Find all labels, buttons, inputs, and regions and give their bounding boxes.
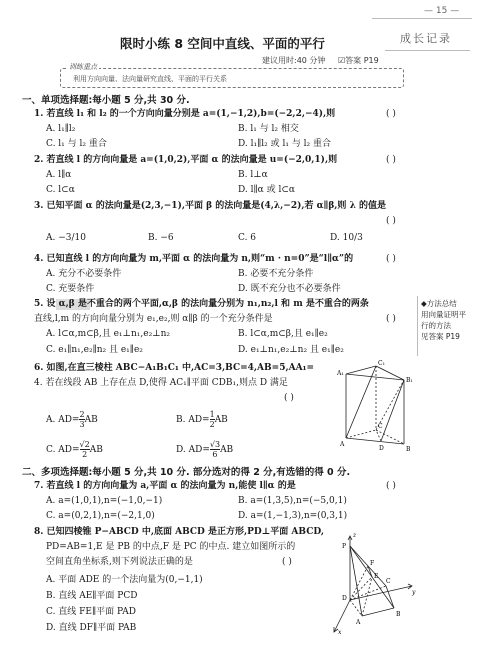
q8-label-b: B (396, 611, 401, 618)
q6-label-d: D (379, 445, 384, 452)
q1-option-d: D. l₁∥l₂ 或 l₁ 与 l₂ 重合 (238, 139, 332, 149)
q5-answer-paren: ( ) (386, 314, 396, 324)
q8-answer-paren: ( ) (282, 557, 292, 567)
q5-option-a: A. l⊂α,m⊂β,且 e₁⊥n₁,e₂⊥n₂ (46, 329, 171, 339)
q8-label-z: z (353, 532, 357, 539)
q3-option-c: C. 6 (238, 233, 257, 243)
sidenote-line-2: 用向量证明平 (421, 310, 466, 319)
training-focus-label: 训练重点 (69, 63, 97, 71)
q6-label-b: B (406, 446, 411, 453)
q8-label-x: x (338, 629, 342, 636)
suggested-time: 建议用时:40 分钟 (262, 56, 326, 65)
q2-option-c: C. l⊂α (46, 185, 75, 195)
answer-reference: ☑答案 P19 (338, 56, 379, 65)
q6-option-d: D. AD= $\frac{√3}{6}$ AB (176, 440, 234, 459)
q8-label-d: D (342, 595, 347, 602)
q4-option-c: C. 充要条件 (46, 284, 95, 294)
q1-stem: 1. 若直线 l₁ 和 l₂ 的一个方向向量分别是 a=(1,−1,2),b=(−2,2,−4),则 (34, 109, 336, 119)
q2-option-d: D. l∥α 或 l⊂α (238, 185, 295, 195)
q1-option-b: B. l₁ 与 l₂ 相交 (238, 124, 299, 134)
q7-option-b: B. a=(1,3,5),n=(−5,0,1) (238, 496, 347, 506)
q8-stem-line-3: 空间直角坐标系,则下列说法正确的是 (46, 557, 193, 567)
q1-answer-paren: ( ) (386, 109, 396, 119)
q8-option-d: D. 直线 DF∥平面 PAB (46, 623, 137, 633)
sidenote-line-4: 见答案 P19 (421, 332, 460, 341)
q2-option-a: A. l∥α (46, 170, 72, 180)
q3-answer-paren: ( ) (386, 216, 396, 226)
q6-option-c: C. AD= $\frac{√2}{2}$ AB (46, 440, 103, 459)
q6-label-c: C (378, 423, 383, 430)
header-rule-2 (385, 50, 470, 51)
q5-option-b: B. l⊂α,m⊂β,且 e₁∥e₂ (238, 329, 328, 339)
q6-answer-paren: ( ) (284, 393, 294, 403)
q8-label-c: C (386, 578, 391, 585)
q8-label-e: E (374, 573, 379, 580)
q6-label-a1: A₁ (337, 370, 344, 377)
q7-option-c: C. a=(0,2,1),n=(−2,1,0) (46, 511, 155, 521)
q4-stem: 4. 已知直线 l 的方向向量为 m,平面 α 的法向量为 n,则“m · n=0”是“l∥α”的 (34, 254, 354, 264)
sidenote-line-3: 行的方法 (421, 321, 451, 330)
q6-stem-line-1: 6. 如图,在直三棱柱 ABC−A₁B₁C₁ 中,AC=3,BC=4,AB=5,AA₁= (34, 363, 315, 373)
q2-answer-paren: ( ) (386, 155, 396, 165)
sidenote-divider (417, 296, 418, 356)
q8-option-a: A. 平面 ADE 的一个法向量为(0,−1,1) (46, 575, 203, 585)
q6-option-a: A. AD= $\frac{2}{3}$ AB (46, 410, 98, 429)
section-1-heading: 一、单项选择题:每小题 5 分,共 30 分. (22, 95, 190, 106)
page-number-value: 15 (435, 6, 448, 16)
q2-option-b: B. l⊥α (238, 170, 268, 180)
q5-stem-line-1: 5. 设 α,β 是不重合的两个平面,α,β 的法向量分别为 n₁,n₂,l 和 m 是不重合的两条 (34, 299, 369, 309)
q4-answer-paren: ( ) (386, 254, 396, 264)
q6-label-c1: C₁ (378, 360, 385, 367)
q7-answer-paren: ( ) (386, 481, 396, 491)
page-number: — 15 — (424, 6, 460, 16)
q3-option-d: D. 10/3 (330, 233, 363, 243)
header-rule (372, 18, 472, 19)
training-focus-text: 利用方向向量、法向量研究直线、平面的平行关系 (73, 75, 227, 83)
q3-option-b: B. −6 (148, 233, 174, 243)
q5-stem-line-2: 直线,l,m 的方向向量分别为 e₁,e₂,则 α∥β 的一个充分条件是 (34, 314, 273, 324)
q8-label-f: F (370, 560, 375, 567)
q7-stem: 7. 若直线 l 的方向向量为 a,平面 α 的法向量为 n,能使 l∥α 的是 (34, 481, 296, 491)
q6-label-b1: B₁ (406, 377, 413, 384)
q6-label-a: A (340, 441, 345, 448)
section-mark: 成长记录 (400, 32, 452, 45)
q7-option-d: D. a=(1,−1,3),n=(0,3,1) (238, 511, 348, 521)
q7-option-a: A. a=(1,0,1),n=(−1,0,−1) (46, 496, 163, 506)
method-summary-note (421, 298, 466, 342)
q3-option-a: A. −3/10 (46, 233, 86, 243)
q6-stem-line-2: 4. 若在线段 AB 上存在点 D,使得 AC₁∥平面 CDB₁,则点 D 满足 (34, 378, 288, 388)
q8-stem-line-2: PD=AB=1,E 是 PB 的中点,F 是 PC 的中点. 建立如图所示的 (46, 542, 296, 552)
q8-option-c: C. 直线 FE∥平面 PAD (46, 607, 136, 617)
q5-option-c: C. e₁∥n₁,e₂∥n₂ 且 e₁∥e₂ (46, 345, 143, 355)
q6-prism-figure (336, 358, 416, 456)
section-2-heading: 二、多项选择题:每小题 5 分,共 10 分. 部分选对的得 2 分,有选错的得 0 分. (22, 467, 351, 478)
q5-option-d: D. e₁⊥n₁,e₂⊥n₂ 且 e₁∥e₂ (238, 345, 344, 355)
q8-label-y: y (412, 589, 416, 596)
q1-option-a: A. l₁∥l₂ (46, 124, 76, 134)
q4-option-a: A. 充分不必要条件 (46, 269, 122, 279)
q8-label-a: A (356, 619, 361, 626)
sidenote-line-1: ◆方法总结 (421, 299, 457, 308)
q1-option-c: C. l₁ 与 l₂ 重合 (46, 139, 107, 149)
q4-option-b: B. 必要不充分条件 (238, 269, 314, 279)
q8-option-b: B. 直线 AE∥平面 PCD (46, 591, 138, 601)
training-focus-box (60, 63, 404, 88)
q8-stem-line-1: 8. 已知四棱锥 P−ABCD 中,底面 ABCD 是正方形,PD⊥平面 ABCD, (34, 527, 324, 537)
q3-stem: 3. 已知平面 α 的法向量是(2,3,−1),平面 β 的法向量是(4,λ,−2),若 α∥β,则 λ 的值是 (34, 201, 387, 211)
q2-stem: 2. 若直线 l 的方向向量是 a=(1,0,2),平面 α 的法向量是 u=(−2,0,1),则 (34, 155, 338, 165)
q4-option-d: D. 既不充分也不必要条件 (238, 284, 341, 294)
q6-option-b: B. AD= $\frac{1}{2}$ AB (176, 410, 228, 429)
q8-label-p: P (342, 543, 347, 550)
page-title: 限时小练 8 空间中直线、平面的平行 (120, 36, 325, 51)
q8-pyramid-figure (330, 528, 420, 638)
